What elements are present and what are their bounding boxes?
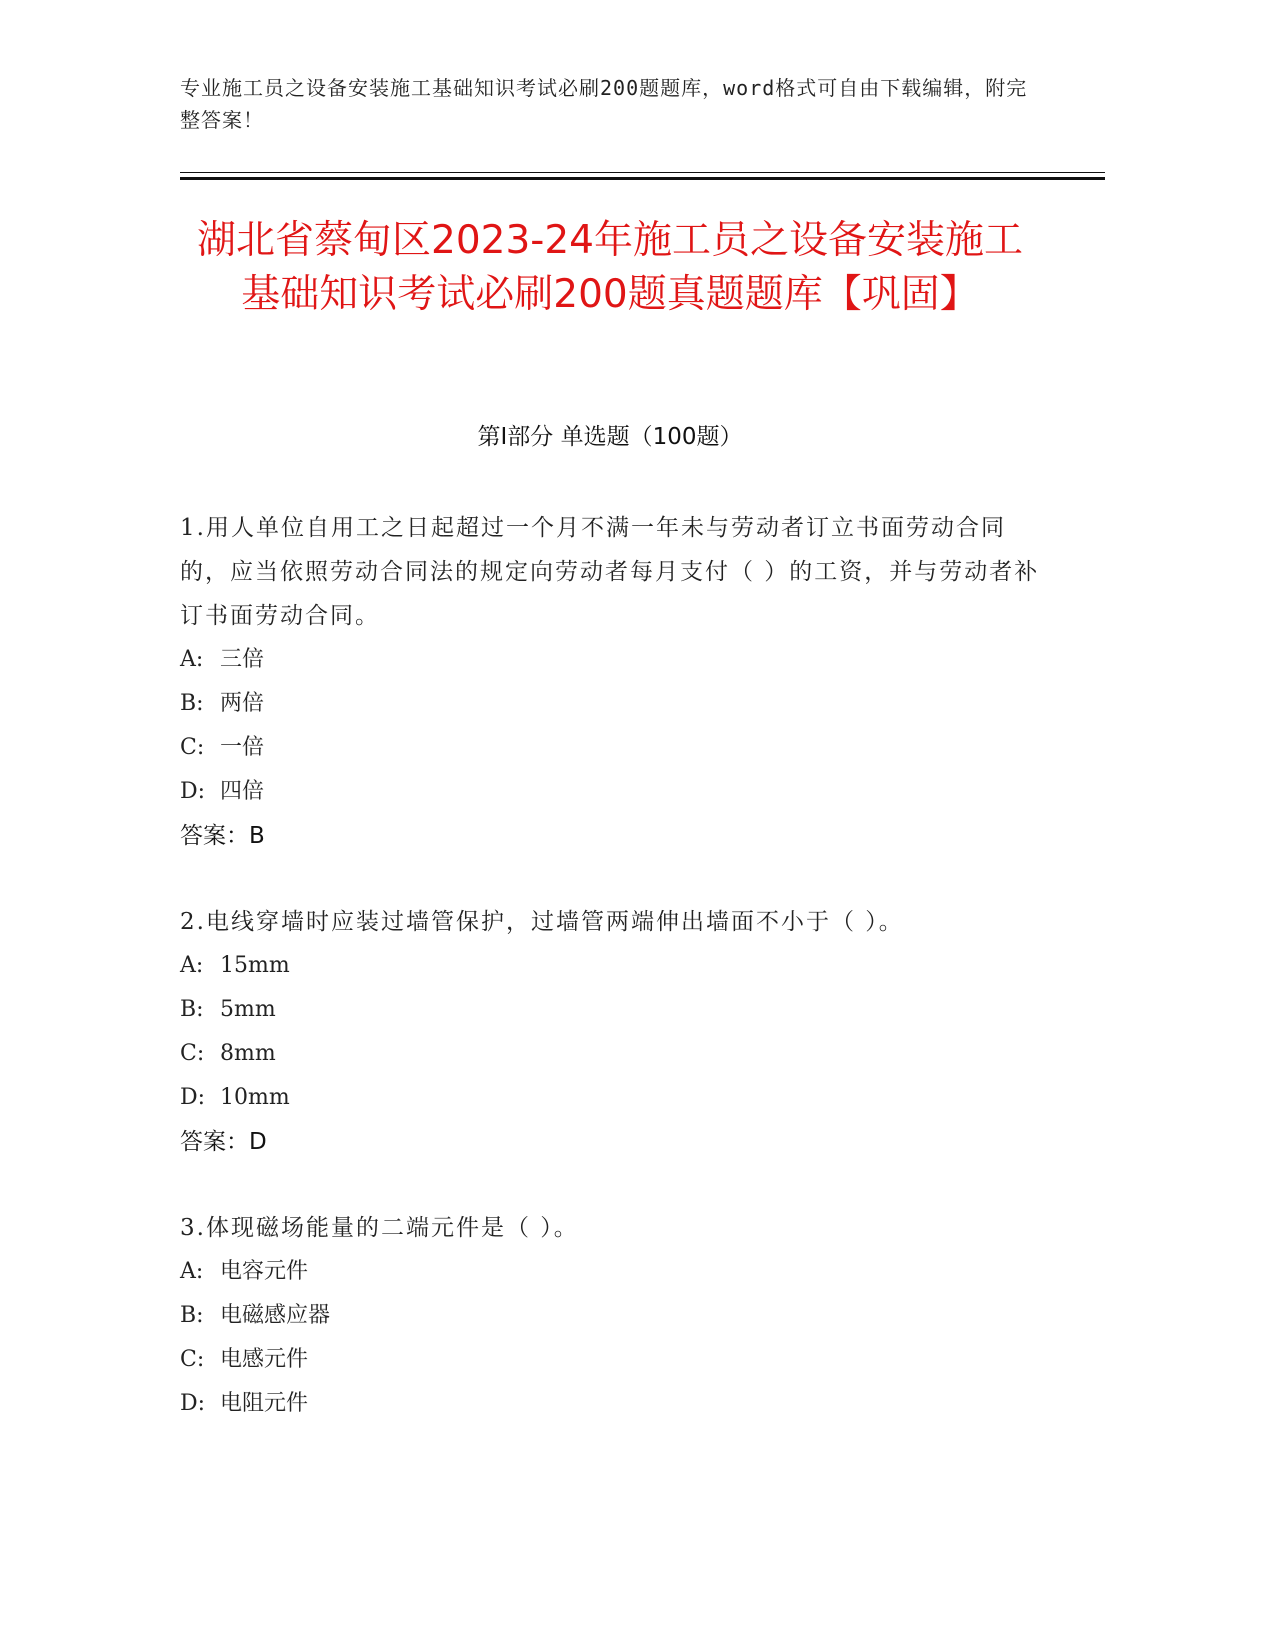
section-title: 第I部分 单选题（100题） (477, 424, 743, 450)
question-item (180, 506, 1040, 858)
option-text: 15mm (220, 953, 290, 978)
question-option (180, 638, 1040, 682)
option-text: 两倍 (220, 691, 265, 716)
question-option (180, 1382, 1040, 1426)
question-option (180, 770, 1040, 814)
option-text: 电容元件 (220, 1259, 309, 1284)
question-option (180, 726, 1040, 770)
question-option (180, 944, 1040, 988)
option-letter: A: (180, 953, 204, 978)
question-item (180, 1206, 1040, 1426)
option-text: 三倍 (220, 647, 265, 672)
option-text: 四倍 (220, 779, 265, 804)
question-list (180, 506, 1040, 1468)
question-stem: 2.电线穿墙时应装过墙管保护，过墙管两端伸出墙面不小于（ ）。 (180, 909, 904, 935)
option-letter: D: (180, 779, 206, 804)
header-divider-thin (180, 172, 1105, 173)
option-text: 8mm (220, 1041, 276, 1066)
question-option (180, 682, 1040, 726)
question-answer: 答案：D (180, 1129, 267, 1155)
question-stem: 3.体现磁场能量的二端元件是（ ）。 (180, 1215, 579, 1241)
option-text: 电感元件 (220, 1347, 309, 1372)
option-letter: C: (180, 1347, 205, 1372)
option-letter: B: (180, 997, 204, 1022)
option-letter: C: (180, 1041, 205, 1066)
option-letter: D: (180, 1391, 206, 1416)
option-text: 一倍 (220, 735, 265, 760)
question-option (180, 1294, 1040, 1338)
option-text: 10mm (220, 1085, 290, 1110)
option-letter: D: (180, 1085, 206, 1110)
option-letter: C: (180, 735, 205, 760)
question-answer: 答案：B (180, 823, 265, 849)
question-option (180, 988, 1040, 1032)
question-option (180, 1032, 1040, 1076)
question-option (180, 1338, 1040, 1382)
question-stem: 1.用人单位自用工之日起超过一个月不满一年未与劳动者订立书面劳动合同的，应当依照劳动合同法的规定向劳动者每月支付（ ）的工资，并与劳动者补订书面劳动合同。 (180, 515, 1040, 629)
question-item (180, 900, 1040, 1164)
document-title: 湖北省蔡甸区2023-24年施工员之设备安装施工基础知识考试必刷200题真题题库【巩固】 (197, 218, 1023, 317)
question-option (180, 1076, 1040, 1120)
header-note: 专业施工员之设备安装施工基础知识考试必刷200题题库，word格式可自由下载编辑，附完整答案！ (180, 76, 1028, 132)
option-text: 电阻元件 (220, 1391, 309, 1416)
option-letter: A: (180, 647, 204, 672)
header-divider-thick (180, 177, 1105, 180)
option-letter: B: (180, 1303, 204, 1328)
option-letter: A: (180, 1259, 204, 1284)
option-text: 电磁感应器 (220, 1303, 331, 1328)
question-option (180, 1250, 1040, 1294)
option-letter: B: (180, 691, 204, 716)
option-text: 5mm (220, 997, 276, 1022)
